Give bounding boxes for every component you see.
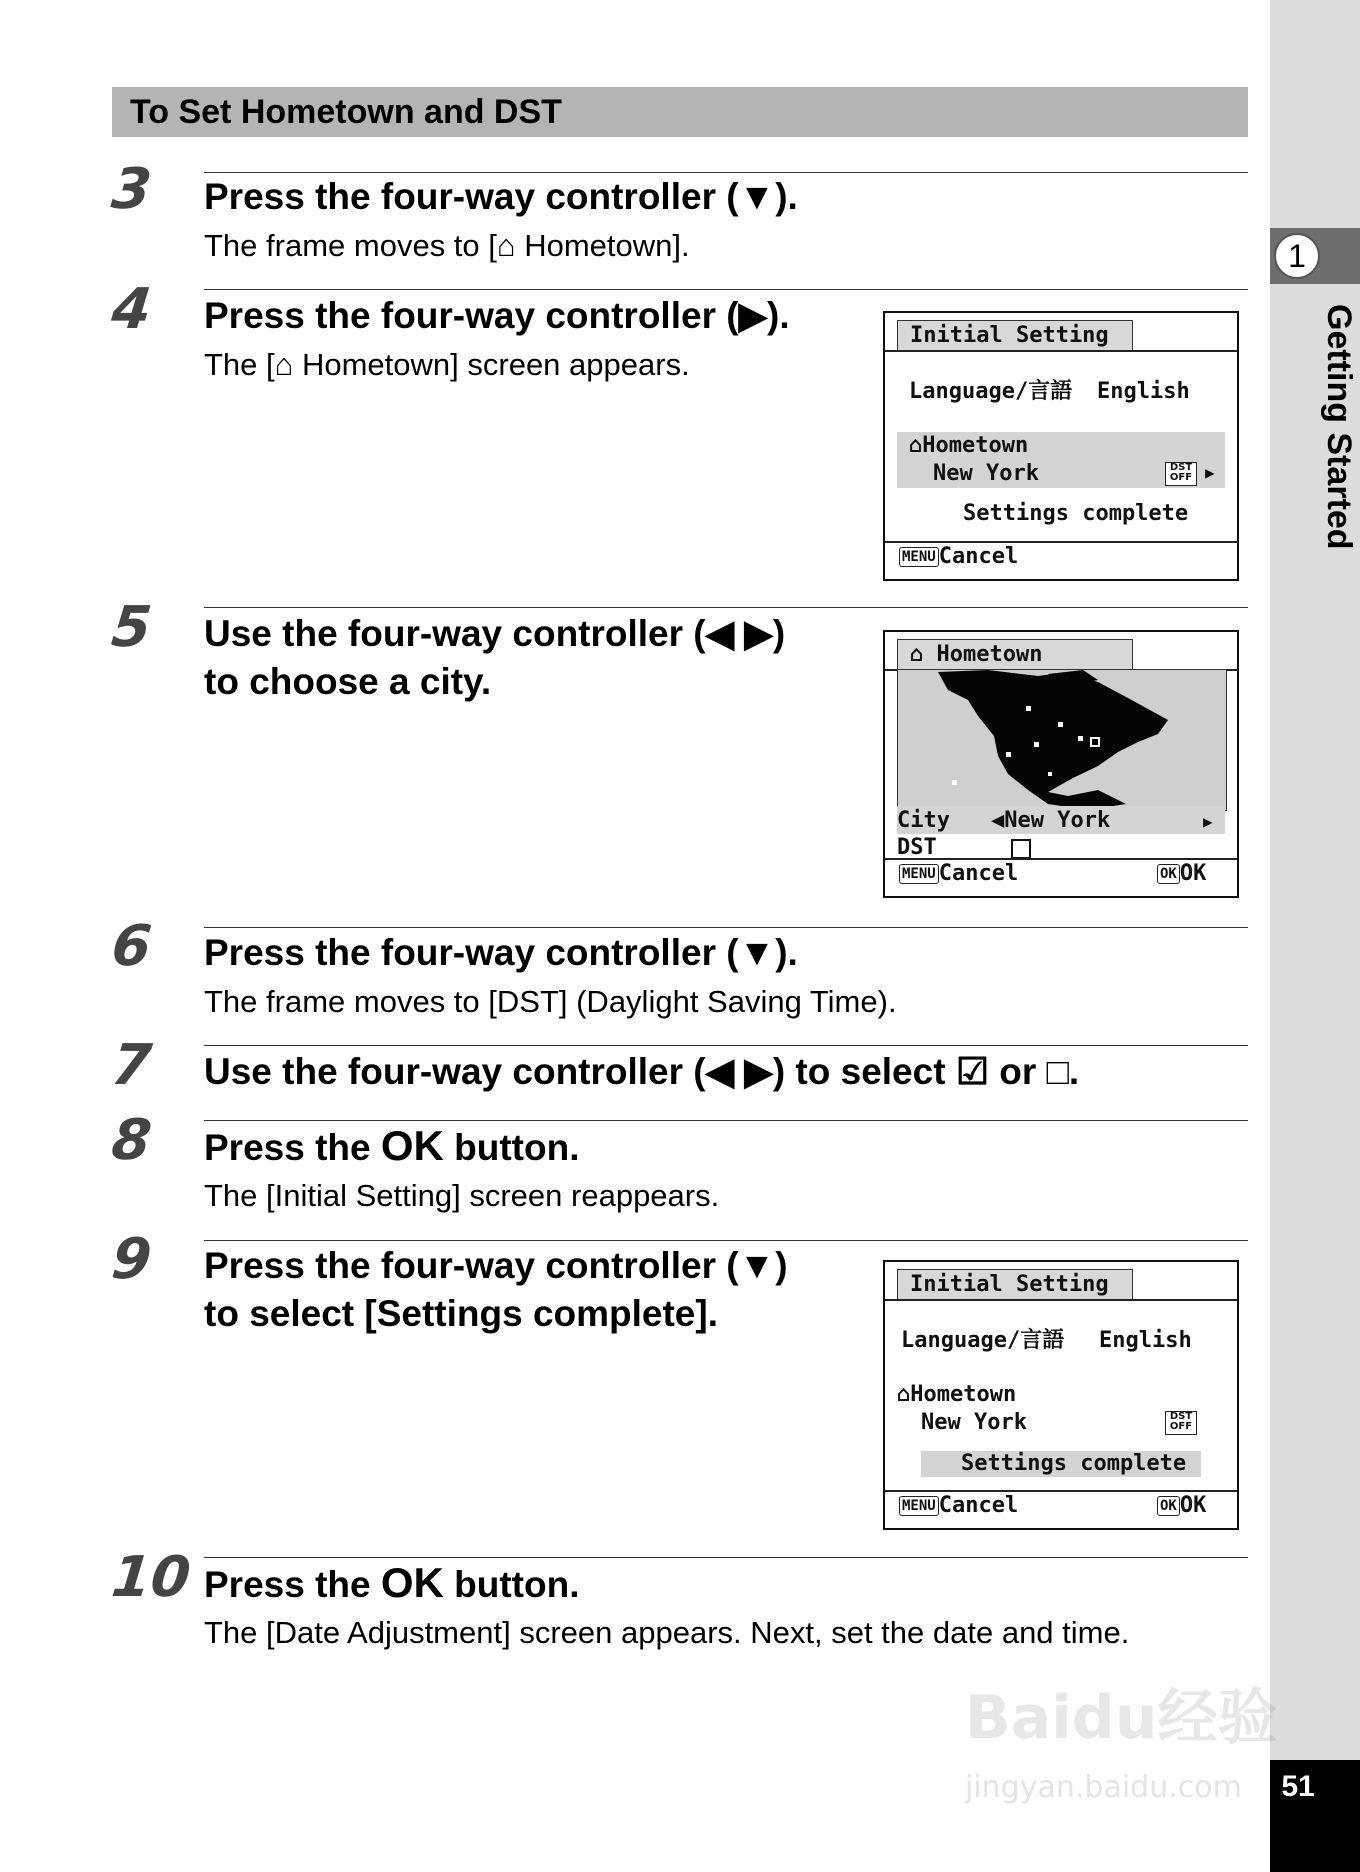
cancel-action — [899, 1492, 1018, 1520]
initial-setting-screen — [883, 1260, 1239, 1530]
language-value: English — [1097, 379, 1190, 404]
step-heading: Use the four-way controller (◀ ▶) to select ☑ or □. — [204, 1051, 1080, 1092]
hometown-screen — [883, 630, 1239, 898]
ok-button-icon: OK — [1157, 864, 1180, 884]
city-value[interactable]: ◀New York — [991, 808, 1111, 833]
right-arrow-icon: ▶ — [1205, 463, 1215, 482]
dst-off-icon: DST OFF — [1165, 462, 1197, 486]
baidu-watermark-url: jingyan.baidu.com — [965, 1770, 1242, 1805]
page-number: 51 — [1281, 1770, 1315, 1803]
divider — [204, 1120, 1248, 1121]
step-number: 8 — [108, 1108, 155, 1173]
divider — [204, 1045, 1248, 1046]
settings-complete-item: Settings complete — [963, 501, 1189, 526]
heading-text: Press the — [204, 1127, 381, 1168]
step-heading-line2: to choose a city. — [204, 661, 492, 702]
step-heading — [204, 1122, 579, 1172]
hometown-city: New York — [921, 1410, 1027, 1435]
ok-button-label: OK — [380, 1122, 444, 1169]
heading-text: button. — [443, 1564, 580, 1605]
divider — [204, 927, 1248, 928]
step-body: The frame moves to [DST] (Daylight Saving Time). — [204, 984, 897, 1019]
language-value: English — [1099, 1328, 1192, 1353]
screen-tab: Initial Setting — [897, 1269, 1133, 1299]
menu-button-icon: MENU — [899, 864, 939, 884]
cancel-action — [899, 860, 1018, 888]
language-label: Language/言語 — [901, 1328, 1065, 1353]
north-america-map — [898, 670, 1226, 810]
divider — [204, 607, 1248, 608]
initial-setting-screen — [883, 311, 1239, 581]
divider — [204, 289, 1248, 290]
step-heading — [204, 1559, 579, 1609]
divider — [885, 1299, 1237, 1301]
ok-action — [1157, 1492, 1206, 1520]
heading-text: button. — [443, 1127, 580, 1168]
section-title: To Set Hometown and DST — [130, 93, 562, 131]
world-map — [897, 669, 1227, 811]
heading-text: Press the — [204, 1564, 381, 1605]
city-label: City — [897, 808, 950, 833]
step-heading-line2: to select [Settings complete]. — [204, 1293, 718, 1334]
settings-complete-item[interactable]: Settings complete — [961, 1451, 1187, 1476]
step-heading: Press the four-way controller (▼). — [204, 932, 798, 973]
step-number: 7 — [108, 1033, 155, 1098]
dst-checkbox[interactable] — [1011, 839, 1031, 859]
cancel-action — [899, 543, 1018, 571]
step-body: The [⌂ Hometown] screen appears. — [204, 347, 690, 382]
screen-tab: Initial Setting — [897, 320, 1133, 350]
divider — [204, 1557, 1248, 1558]
step-number: 6 — [108, 914, 155, 979]
step-heading: Press the four-way controller (▶). — [204, 295, 790, 336]
step-heading: Press the four-way controller (▼). — [204, 176, 798, 217]
hometown-label: ⌂Hometown — [897, 1382, 1017, 1407]
right-arrow-icon[interactable]: ▶ — [1203, 812, 1213, 831]
hometown-label: ⌂Hometown — [909, 433, 1029, 458]
step-number: 3 — [108, 157, 155, 222]
ok-action — [1157, 860, 1206, 888]
ok-label: OK — [1179, 1493, 1207, 1518]
step-number: 4 — [108, 277, 155, 342]
ok-button-icon: OK — [1157, 1496, 1180, 1516]
step-number: 10 — [108, 1545, 194, 1610]
step-heading-line1: Use the four-way controller (◀ ▶) — [204, 613, 786, 654]
step-number: 9 — [108, 1227, 155, 1292]
step-body: The [Initial Setting] screen reappears. — [204, 1178, 720, 1213]
language-label: Language/言語 — [909, 379, 1073, 404]
ok-label: OK — [1179, 861, 1207, 886]
ok-button-label: OK — [380, 1559, 444, 1606]
menu-button-icon: MENU — [899, 547, 939, 567]
step-number: 5 — [108, 595, 155, 660]
cancel-label: Cancel — [938, 861, 1019, 886]
dst-off-icon: DST OFF — [1165, 1411, 1197, 1435]
chapter-number: 1 — [1274, 233, 1320, 279]
cancel-label: Cancel — [938, 1493, 1019, 1518]
dst-label: DST — [897, 835, 937, 860]
baidu-watermark-logo: Baidu经验 — [965, 1683, 1278, 1753]
step-body: The frame moves to [⌂ Hometown]. — [204, 228, 690, 263]
chapter-title: Getting Started — [1320, 304, 1358, 550]
cancel-label: Cancel — [938, 544, 1019, 569]
divider — [885, 350, 1237, 352]
step-heading-line1: Press the four-way controller (▼) — [204, 1245, 788, 1286]
hometown-city: New York — [933, 461, 1039, 486]
screen-tab: ⌂ Hometown — [897, 639, 1133, 669]
step-body: The [Date Adjustment] screen appears. Next, set the date and time. — [204, 1615, 1130, 1650]
menu-button-icon: MENU — [899, 1496, 939, 1516]
divider — [204, 1240, 1248, 1241]
